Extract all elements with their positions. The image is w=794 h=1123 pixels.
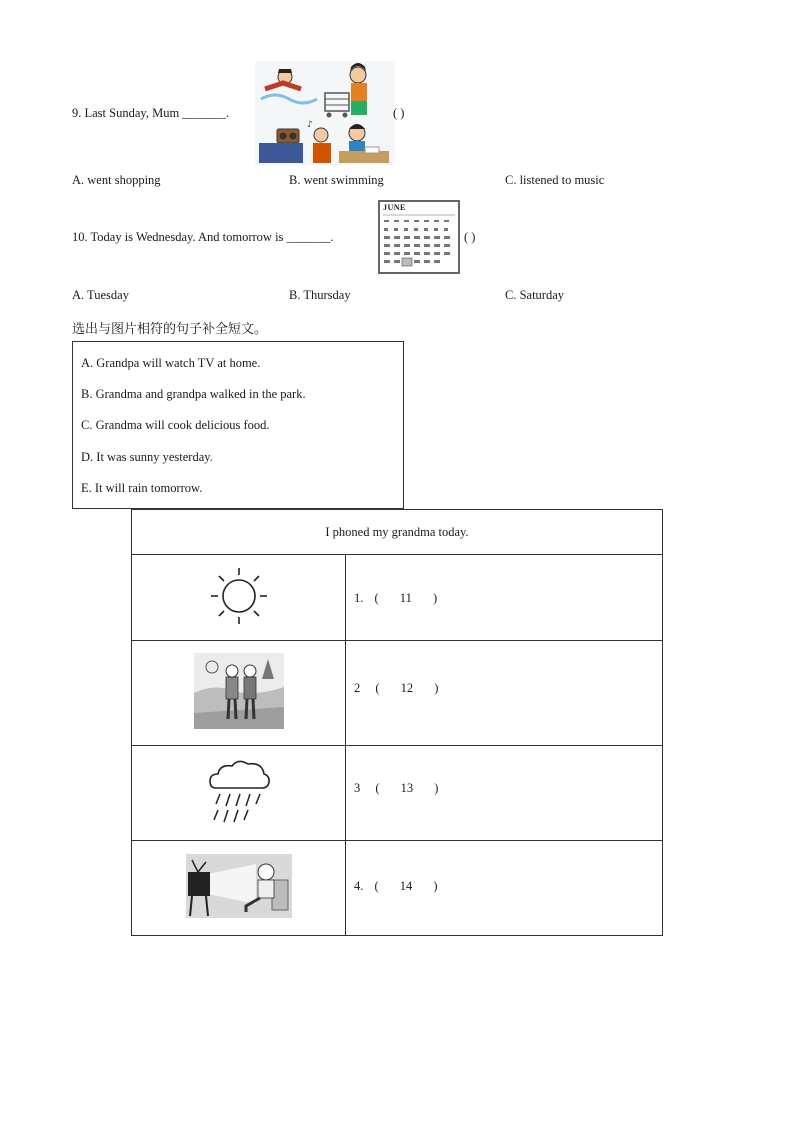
story-open-4: ( xyxy=(374,879,379,893)
story-blank-1[interactable]: 11 xyxy=(399,591,412,605)
q9-answer-blank[interactable]: ( ) xyxy=(393,106,405,120)
story-num-2: 2 xyxy=(354,681,361,695)
couple-walking-icon xyxy=(194,653,284,729)
story-row-image-2 xyxy=(132,641,346,746)
q10-answer-blank[interactable]: ( ) xyxy=(464,230,476,244)
q10-option-a[interactable]: A. Tuesday xyxy=(72,288,129,302)
story-num-1: 1. xyxy=(354,591,364,605)
story-close-2: ) xyxy=(434,681,439,695)
story-blank-3[interactable]: 13 xyxy=(400,781,414,795)
story-blank-cell-3[interactable] xyxy=(346,746,663,841)
calendar-grid-icon xyxy=(383,214,455,270)
story-num-3: 3 xyxy=(354,781,361,795)
q9-option-c[interactable]: C. listened to music xyxy=(505,173,605,187)
story-header: I phoned my grandma today. xyxy=(132,510,663,555)
story-num-4: 4. xyxy=(354,879,364,893)
story-blank-cell-1[interactable] xyxy=(346,555,663,641)
q9-stem: 9. Last Sunday, Mum _______. xyxy=(72,106,230,120)
watching-tv-icon xyxy=(186,854,292,918)
choice-d: D. It was sunny yesterday. xyxy=(81,450,213,464)
calendar-icon xyxy=(378,200,460,274)
section-instruction: 选出与图片相符的句子补全短文。 xyxy=(72,322,268,337)
story-close-1: ) xyxy=(432,591,438,605)
story-blank-4[interactable]: 14 xyxy=(399,879,413,893)
svg-text:♪: ♪ xyxy=(307,120,313,130)
rain-cloud-icon xyxy=(206,758,272,824)
story-open-3: ( xyxy=(375,781,380,795)
story-row-image-1 xyxy=(132,555,346,641)
story-blank-2[interactable]: 12 xyxy=(400,681,414,695)
q10-stem: 10. Today is Wednesday. And tomorrow is _______. xyxy=(72,230,334,244)
q10-option-c[interactable]: C. Saturday xyxy=(505,288,565,302)
choice-b: B. Grandma and grandpa walked in the park. xyxy=(81,387,306,401)
q9-option-a[interactable]: A. went shopping xyxy=(72,173,161,187)
q9-option-b[interactable]: B. went swimming xyxy=(289,173,384,187)
story-blank-cell-4[interactable] xyxy=(346,841,663,936)
story-row-image-3 xyxy=(132,746,346,841)
story-row-image-4 xyxy=(132,841,346,936)
q9-activity-picture-icon xyxy=(255,61,395,165)
story-close-4: ) xyxy=(433,879,438,893)
choices-box xyxy=(72,341,404,509)
calendar-title: JUNE xyxy=(383,203,406,212)
story-close-3: ) xyxy=(434,781,439,795)
story-open-1: ( xyxy=(374,591,379,605)
story-open-2: ( xyxy=(375,681,380,695)
choice-e: E. It will rain tomorrow. xyxy=(81,481,203,495)
choice-c: C. Grandma will cook delicious food. xyxy=(81,418,270,432)
q10-option-b[interactable]: B. Thursday xyxy=(289,288,351,302)
story-table xyxy=(131,509,663,936)
choice-a: A. Grandpa will watch TV at home. xyxy=(81,356,261,370)
sun-icon xyxy=(207,566,271,626)
story-blank-cell-2[interactable] xyxy=(346,641,663,746)
